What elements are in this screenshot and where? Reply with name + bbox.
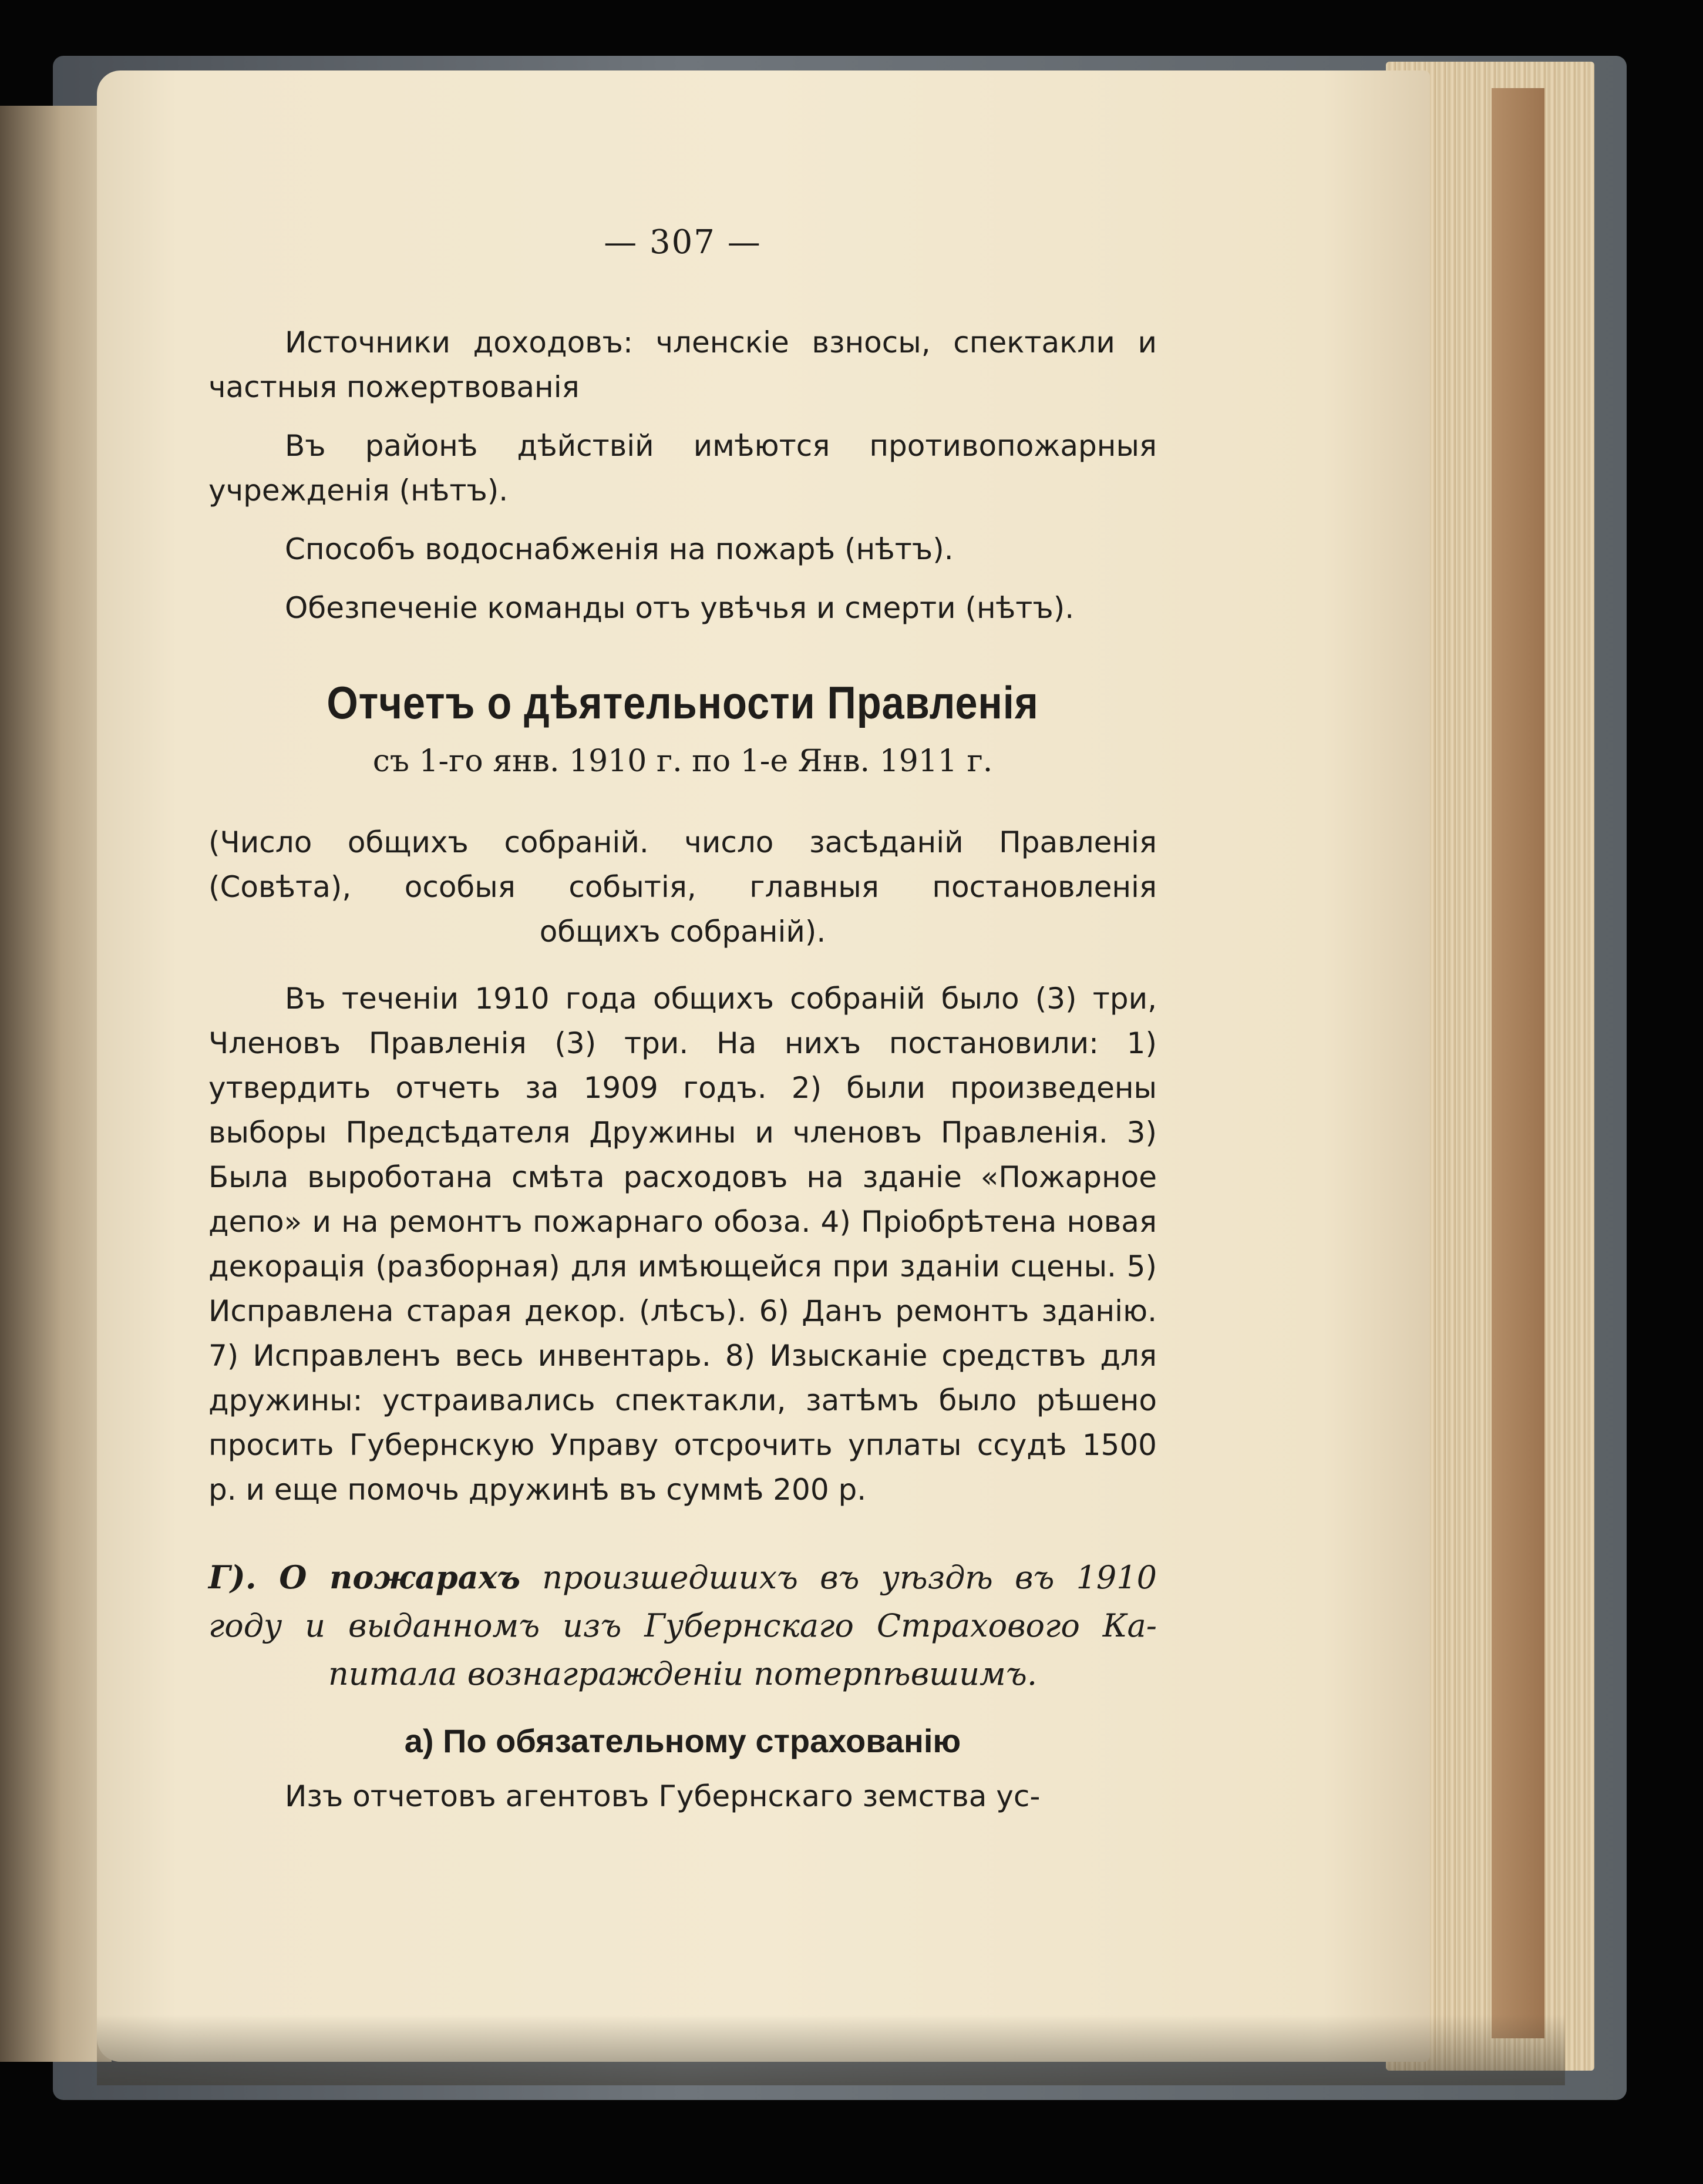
paragraph-fire-institutions: Въ районѣ дѣйствій имѣются противопожарныя учрежденія (нѣтъ). [208, 429, 1157, 508]
subsection-text: Изъ отчетовъ агентовъ Губернскаго земства ус- [285, 1779, 1041, 1813]
left-page-edge [0, 106, 112, 2062]
page-edge-dark [1492, 88, 1544, 2038]
report-title: Отчетъ о дѣятельности Правленія [327, 677, 1039, 728]
section-g-text: произшедшихъ въ уѣздѣ въ 1910 году и выданномъ изъ Губернскаго Страхового Ка- [208, 1559, 1157, 1644]
report-note-end: общихъ собраній). [539, 915, 826, 949]
section-g-heading [208, 1553, 1157, 1650]
report-body: Въ теченіи 1910 года общихъ собраній было (3) три, Членовъ Правленія (3) три. На нихъ постановили: 1) утвердить отчеть за 1909 годъ. 2) были произведены выборы Предсѣдателя Дружины и членовъ Правленія. 3) Была выроботана смѣта расходовъ на зданіе «Пожарное депо» и на ремонтъ пожарнаго обоза. 4) Пріобрѣтена новая декорація (разборная) для имѣющейся при зданіи сцены. 5) Исправлена старая декор. (лѣсъ). 6) Данъ ремонтъ зданію. 7) Исправленъ весь инвентарь. 8) Изысканіе средствъ для дружины: устраивались спектакли, затѣмъ было рѣшено просить Губернскую Управу отсрочить уплаты ссудѣ 1500 р. и еще помочь дружинѣ въ суммѣ 200 р. [208, 982, 1157, 1507]
page-shadow [97, 2015, 1565, 2085]
report-note: (Число общихъ собраній. число засѣданій Правленія (Совѣта), особыя событія, главныя постановленія [208, 825, 1157, 904]
section-g-heading-end: питала вознагражденіи потерпѣвшимъ. [328, 1655, 1037, 1692]
report-period: съ 1-го янв. 1910 г. по 1-е Янв. 1911 г. [372, 744, 993, 779]
paragraph-insurance: Обезпеченіе команды отъ увѣчья и смерти (нѣтъ). [285, 591, 1075, 625]
paragraph-income-sources: Источники доходовъ: членскіе взносы, спектакли и частныя пожертвованія [208, 325, 1157, 404]
page-number: — 307 — [604, 223, 762, 261]
subsection-title: а) По обязательному страхованію [404, 1722, 961, 1759]
section-g-lead: Г). О пожарахъ [208, 1558, 521, 1596]
paragraph-water-supply: Способъ водоснабженія на пожарѣ (нѣтъ). [285, 532, 954, 566]
page-text-block [208, 223, 1157, 1819]
